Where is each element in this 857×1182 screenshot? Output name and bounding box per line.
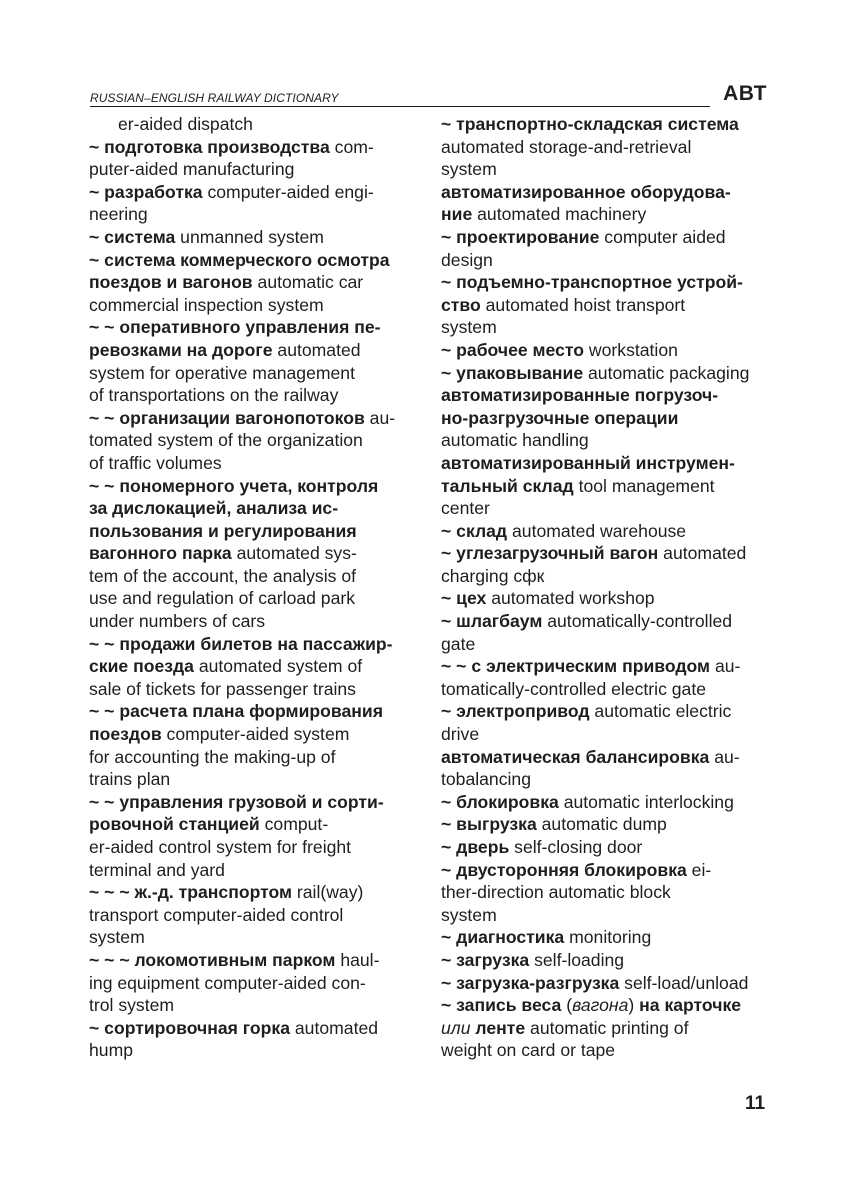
- left-column: [89, 113, 423, 1062]
- entry: ~ ~ оперативного управления пе- ревозками на дороге automated system for operative management of transportations on the railway: [89, 316, 423, 406]
- headword: автоматизированный инструмен-: [441, 452, 735, 473]
- headword: ~ рабочее место: [441, 339, 585, 360]
- headword: ~ система: [89, 226, 176, 247]
- entry: ~ ~ ~ локомотивным парком haul- ing equipment computer-aided con- trol system: [89, 949, 380, 1016]
- headword: ~ разработка: [89, 181, 203, 202]
- headword: ~ проектирование: [441, 226, 600, 247]
- headword: ~ электропривод: [441, 701, 590, 722]
- entry: ~ шлагбаум automatically-controlled gate: [441, 611, 733, 654]
- entry: автоматизированные погрузоч- но-разгрузочные операции automatic handling: [441, 384, 775, 452]
- entry: ~ дверь self-closing door: [441, 837, 643, 857]
- guide-word: АВТ: [723, 82, 767, 105]
- headword: ~ ~ ~ ж.-д. транспортом: [89, 882, 293, 903]
- headword: ~ выгрузка: [441, 814, 537, 835]
- running-title: RUSSIAN–ENGLISH RAILWAY DICTIONARY: [90, 91, 339, 105]
- headword: ~ подготовка производства: [89, 136, 330, 157]
- entry: ~ ~ ~ ж.-д. транспортом rail(way) transport computer-aided control system: [89, 882, 364, 948]
- headword: автоматизированные погрузоч-: [441, 385, 719, 406]
- entry: ~ ~ управления грузовой и сорти- ровочной станцией comput- er-aided control system for freight terminal and yard: [89, 791, 423, 881]
- entry: ~ система unmanned system: [89, 226, 324, 247]
- headword: ~ система коммерческого осмотра: [89, 249, 390, 270]
- entry: ~ диагностика monitoring: [441, 927, 652, 948]
- headword: ~ транспортно-складская система: [441, 114, 739, 134]
- headword: ~ диагностика: [441, 927, 565, 948]
- entry: ~ разработка computer-aided engi- neering: [89, 181, 374, 225]
- entry: ~ двусторонняя блокировка ei- ther-direction automatic block system: [441, 859, 712, 925]
- entry: ~ ~ продажи билетов на пассажир- ские поезда automated system of sale of tickets for passenger trains: [89, 633, 423, 701]
- headword: ~ ~ продажи билетов на пассажир-: [89, 633, 393, 654]
- headword: ~ ~ организации вагонопотоков: [89, 407, 365, 428]
- entry: ~ ~ с электрическим приводом au- tomatically-controlled electric gate: [441, 656, 741, 699]
- headword: ~ упаковывание: [441, 362, 584, 383]
- headword: автоматическая балансировка: [441, 746, 710, 767]
- entry: ~ рабочее место workstation: [441, 339, 678, 360]
- entry: ~ блокировка automatic interlocking: [441, 791, 734, 812]
- entry: ~ углезагрузочный вагон automated charging сфк: [441, 543, 747, 586]
- entry: автоматизированное оборудова- ние automated machinery: [441, 181, 775, 226]
- entry: ~ цех automated workshop: [441, 588, 655, 609]
- headword: ~ дверь: [441, 837, 510, 857]
- headword: ~ загрузка-разгрузка: [441, 972, 620, 993]
- entry: ~ проектирование computer aided design: [441, 226, 726, 270]
- entry: ~ загрузка-разгрузка self-load/unload: [441, 972, 749, 993]
- headword: ~ ~ управления грузовой и сорти-: [89, 791, 384, 812]
- headword: ~ углезагрузочный вагон: [441, 543, 659, 564]
- entry: er-aided dispatch: [118, 114, 253, 134]
- running-header: [90, 84, 767, 108]
- entry: ~ ~ расчета плана формирования поездов computer-aided system for accounting the making-up of trains plan: [89, 700, 423, 790]
- entry: ~ ~ пономерного учета, контроля за дислокацией, анализа ис- пользования и регулирования вагонного парка automated sys- tem of the account, the analysis of use and regulation of carload park under numbers of cars: [89, 475, 423, 633]
- headword: ~ загрузка: [441, 949, 530, 970]
- entry: ~ электропривод automatic electric drive: [441, 701, 732, 745]
- headword: ~ блокировка: [441, 791, 559, 812]
- entry: автоматическая балансировка au- tobalancing: [441, 746, 740, 790]
- headword: ~ подъемно-транспортное устрой-: [441, 272, 743, 293]
- headword: ~ ~ оперативного управления пе-: [89, 317, 381, 338]
- headword: ~ ~ расчета плана формирования: [89, 701, 383, 722]
- entry: ~ система коммерческого осмотра поездов и вагонов automatic car commercial inspection system: [89, 249, 423, 317]
- headword: ~ ~ с электрическим приводом: [441, 656, 711, 677]
- entry: ~ ~ организации вагонопотоков au- tomated system of the organization of traffic volumes: [89, 407, 396, 473]
- entry: автоматизированный инструмен- тальный склад tool management center: [441, 452, 775, 520]
- entry: ~ транспортно-складская система automated storage-and-retrieval system: [441, 113, 775, 181]
- right-column: [441, 113, 775, 1062]
- page-number: 11: [745, 1093, 766, 1114]
- entry: ~ подготовка производства com- puter-aided manufacturing: [89, 136, 374, 180]
- headword: ~ двусторонняя блокировка: [441, 859, 687, 880]
- entry: ~ подъемно-транспортное устрой- ство automated hoist transport system: [441, 271, 775, 339]
- headword: ~ сортировочная горка: [89, 1017, 290, 1038]
- headword: ~ запись веса: [441, 995, 562, 1016]
- header-rule: [90, 106, 710, 107]
- entry: ~ загрузка self-loading: [441, 949, 625, 970]
- entry: ~ склад automated warehouse: [441, 520, 687, 541]
- entry: ~ сортировочная горка automated hump: [89, 1017, 379, 1061]
- headword: ~ шлагбаум: [441, 611, 543, 632]
- entry: ~ упаковывание automatic packaging: [441, 362, 750, 383]
- headword: автоматизированное оборудова-: [441, 181, 731, 202]
- entry: ~ выгрузка automatic dump: [441, 814, 667, 835]
- headword: ~ ~ пономерного учета, контроля: [89, 475, 379, 496]
- headword: ~ цех: [441, 588, 487, 609]
- headword: ~ склад: [441, 520, 508, 541]
- entry: ~ запись веса (вагона) на карточке или ленте automatic printing of weight on card or tape: [441, 995, 742, 1061]
- headword: ~ ~ ~ локомотивным парком: [89, 949, 336, 970]
